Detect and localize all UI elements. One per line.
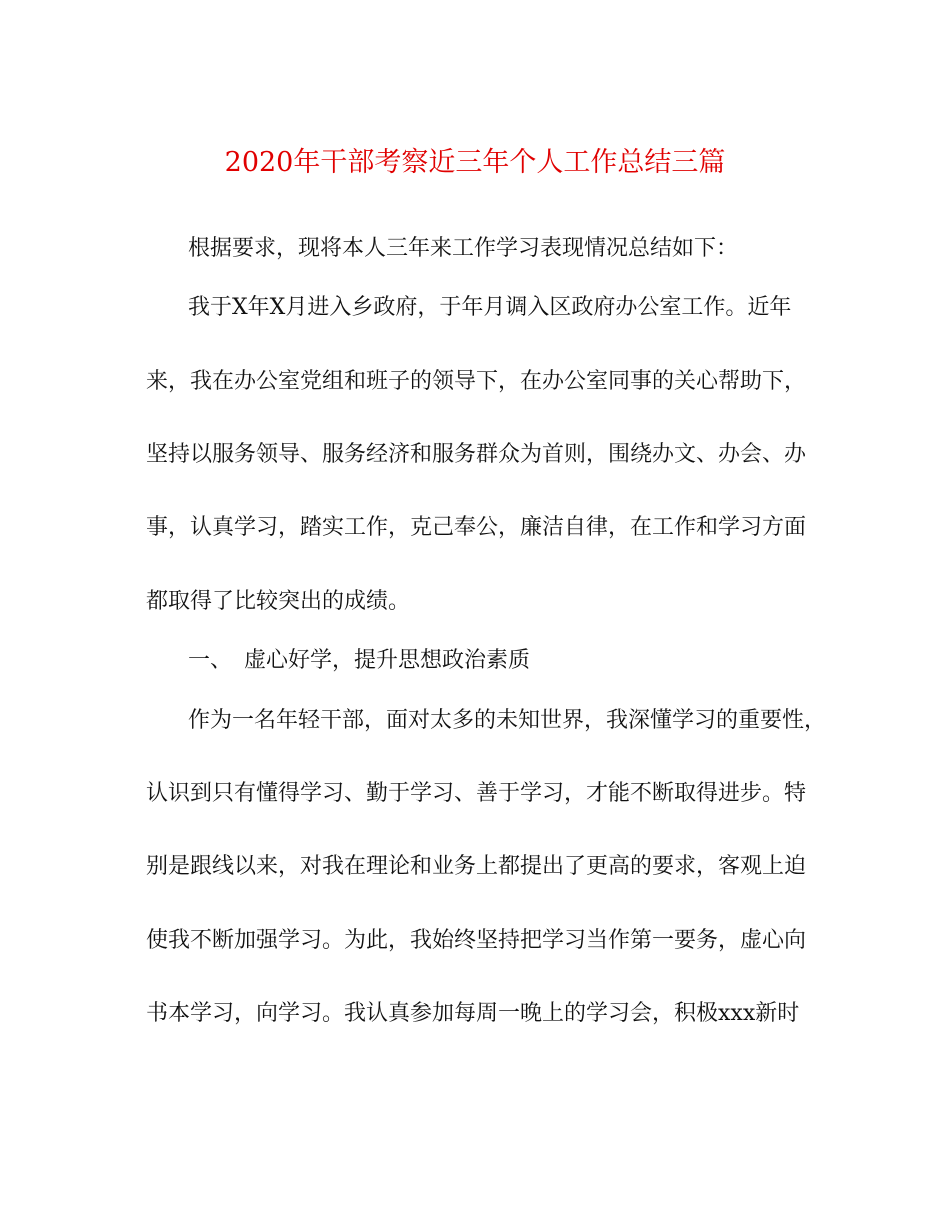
paragraph-line: 使我不断加强学习。为此，我始终坚持把学习当作第一要务，虚心向 <box>146 928 807 953</box>
paragraph-line: 都取得了比较突出的成绩。 <box>146 589 411 614</box>
paragraph-line: 书本学习，向学习。我认真参加每周一晚上的学习会，积极xxx新时 <box>146 1001 800 1026</box>
section-heading-number: 一、 <box>188 648 233 673</box>
paragraph-line: 别是跟线以来，对我在理论和业务上都提出了更高的要求，客观上迫 <box>146 854 807 879</box>
paragraph-line: 作为一名年轻干部，面对太多的未知世界，我深懂学习的重要性， <box>188 708 827 733</box>
paragraph-line: 根据要求，现将本人三年来工作学习表现情况总结如下： <box>188 236 739 261</box>
paragraph-line: 坚持以服务领导、服务经济和服务群众为首则，围绕办文、办会、办 <box>146 442 807 467</box>
paragraph-line: 事，认真学习，踏实工作，克己奉公，廉洁自律，在工作和学习方面 <box>146 515 807 540</box>
section-heading <box>188 645 530 677</box>
paragraph-line: 我于X年X月进入乡政府，于年月调入区政府办公室工作。近年 <box>188 295 792 320</box>
document-title: 2020年干部考察近三年个人工作总结三篇 <box>224 147 726 178</box>
paragraph-line: 认识到只有懂得学习、勤于学习、善于学习，才能不断取得进步。特 <box>146 781 807 806</box>
paragraph-line: 来，我在办公室党组和班子的领导下，在办公室同事的关心帮助下， <box>146 369 807 394</box>
section-heading-text: 虚心好学，提升思想政治素质 <box>244 648 531 673</box>
